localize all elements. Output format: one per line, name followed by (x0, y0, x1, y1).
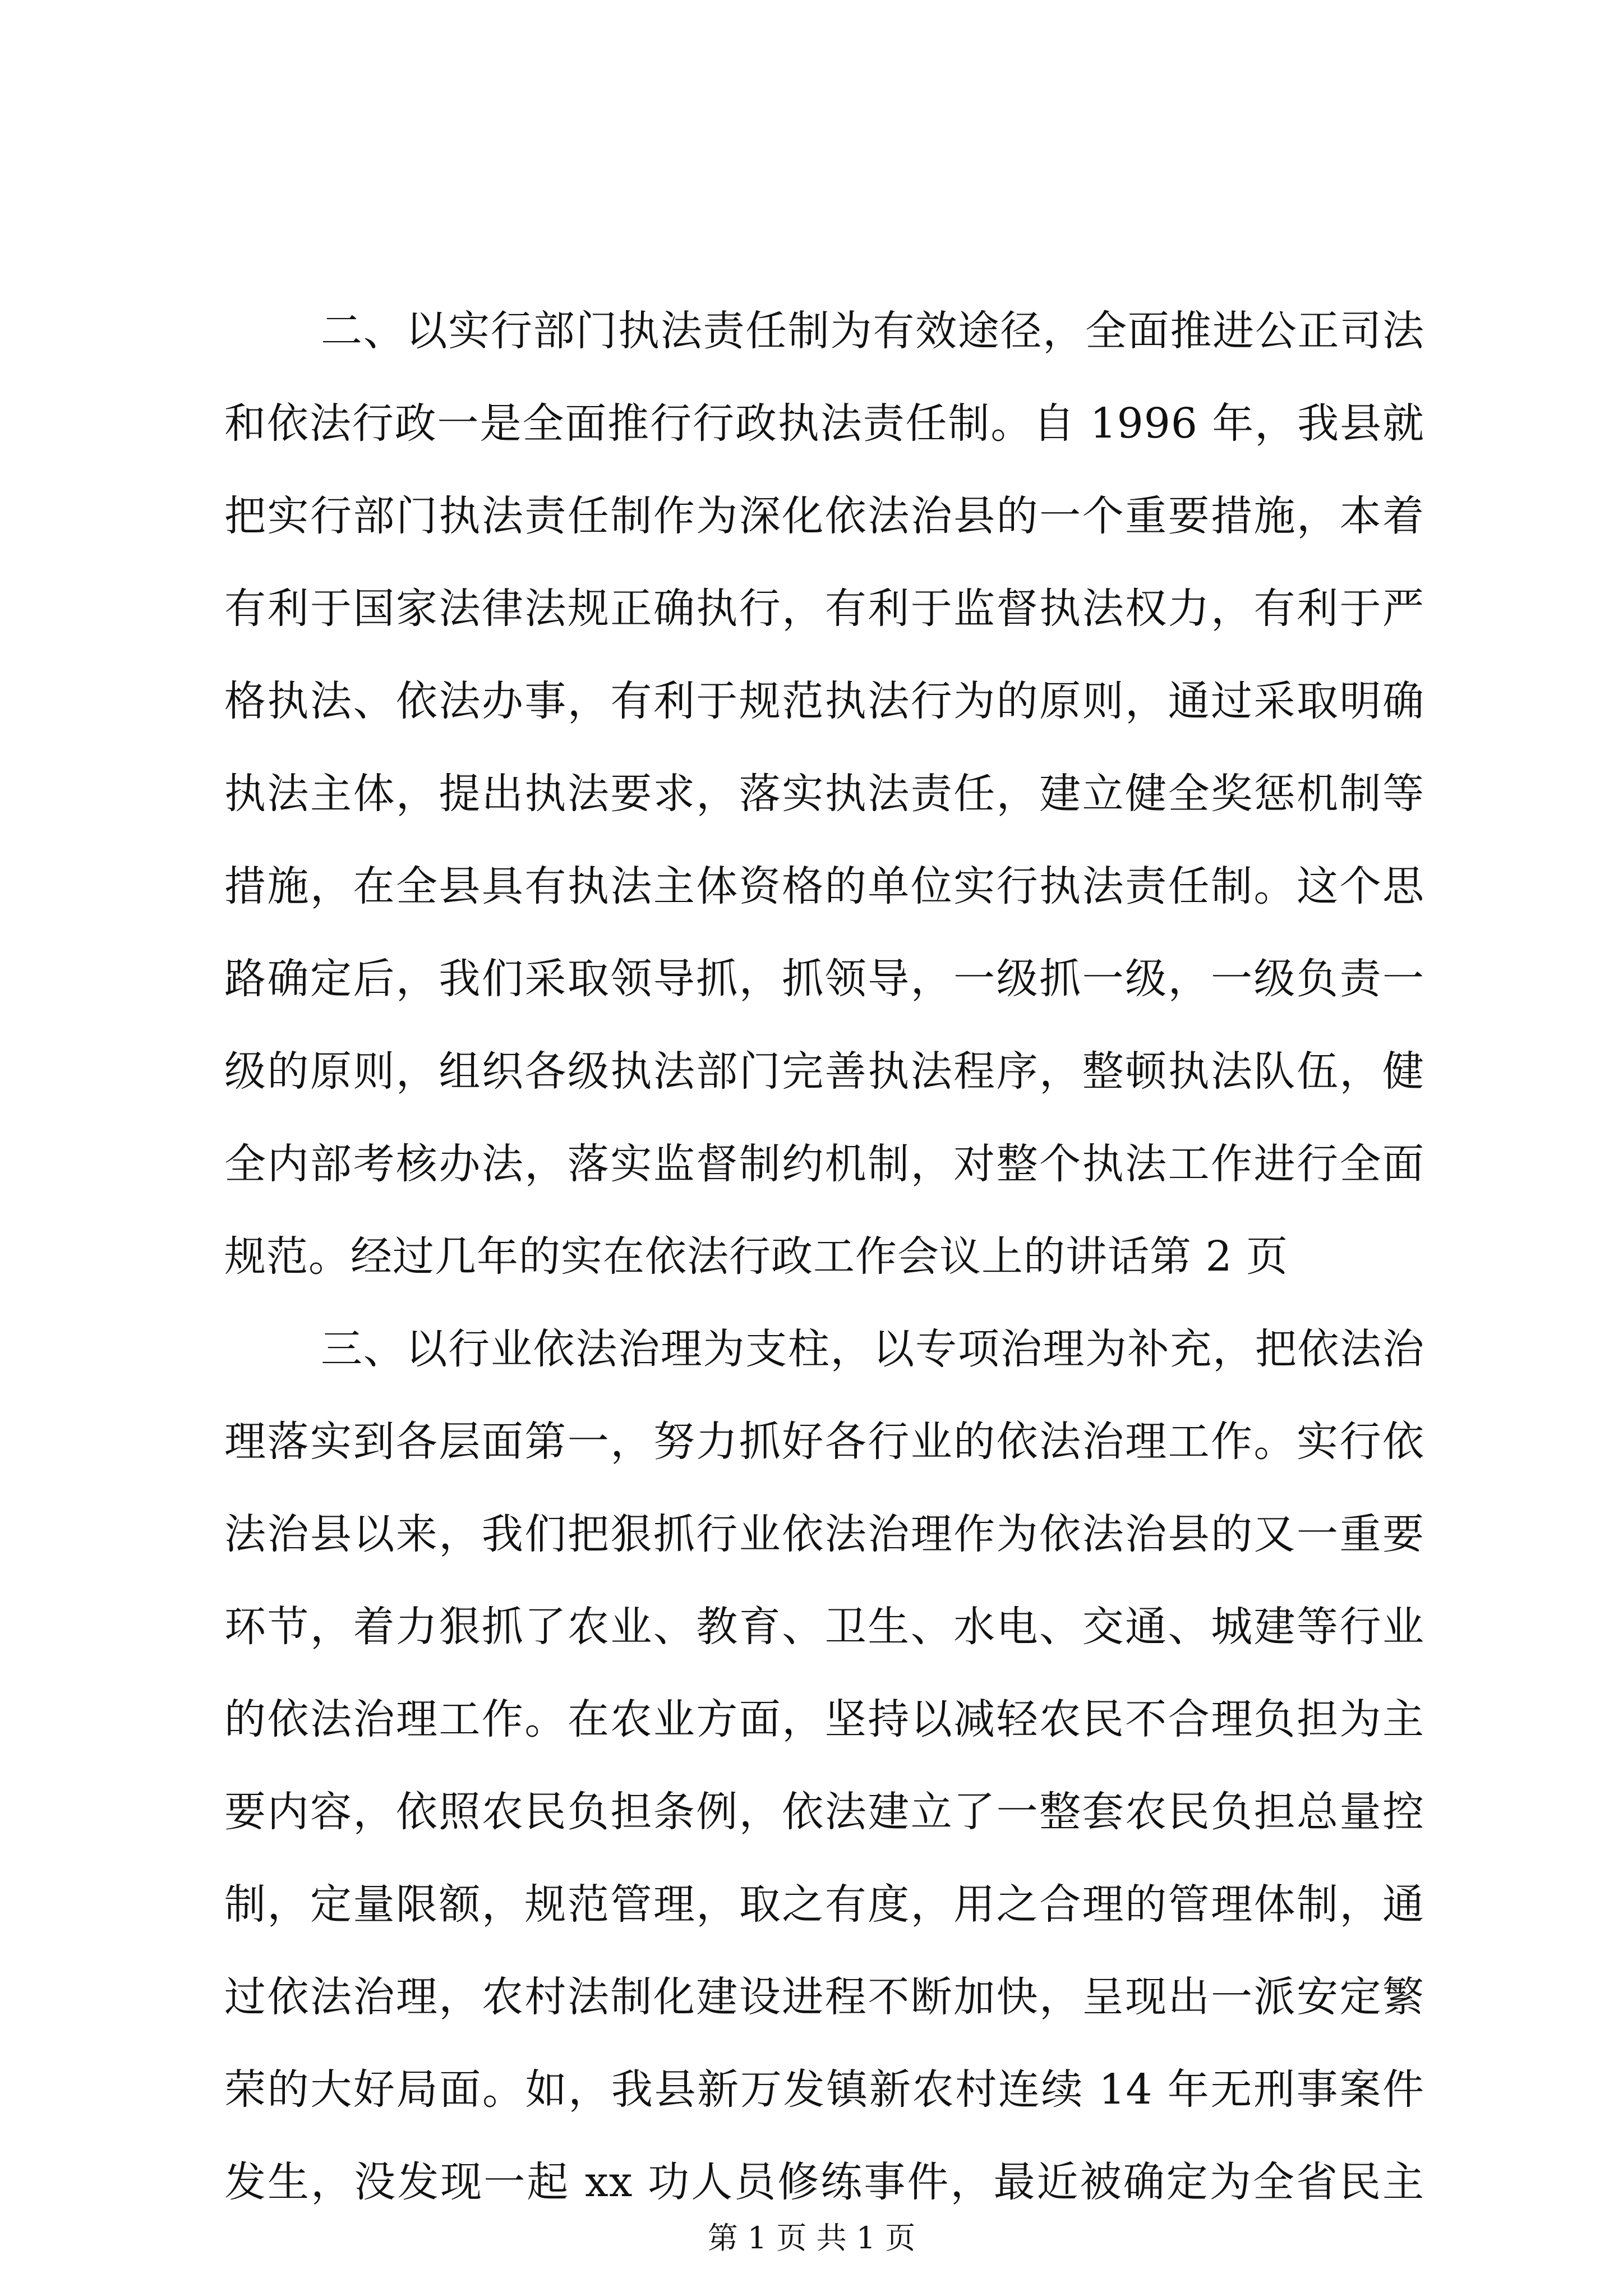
text-line: 措施，在全县具有执法主体资格的单位实行执法责任制。这个思 (224, 862, 1424, 910)
page-footer: 第 1 页 共 1 页 (707, 2220, 916, 2256)
text-line: 有利于国家法律法规正确执行，有利于监督执法权力，有利于严 (224, 585, 1424, 633)
text-line: 全内部考核办法，落实监督制约机制，对整个执法工作进行全面 (224, 1140, 1424, 1188)
text-line: 制，定量限额，规范管理，取之有度，用之合理的管理体制，通 (224, 1880, 1424, 1929)
text-line: 环节，着力狠抓了农业、教育、卫生、水电、交通、城建等行业 (224, 1603, 1424, 1651)
text-line: 级的原则，组织各级执法部门完善执法程序，整顿执法队伍，健 (224, 1047, 1424, 1096)
text-line: 理落实到各层面第一，努力抓好各行业的依法治理工作。实行依 (224, 1418, 1424, 1466)
text-line: 把实行部门执法责任制作为深化依法治县的一个重要措施，本着 (224, 492, 1424, 540)
text-line: 过依法治理，农村法制化建设进程不断加快，呈现出一派安定繁 (224, 1973, 1424, 2021)
text-line: 要内容，依照农民负担条例，依法建立了一整套农民负担总量控 (224, 1788, 1424, 1836)
text-line: 路确定后，我们采取领导抓，抓领导，一级抓一级，一级负责一 (224, 955, 1424, 1003)
text-line: 三、以行业依法治理为支柱，以专项治理为补充，把依法治 (321, 1325, 1424, 1373)
text-line: 发生，没发现一起 xx 功人员修练事件，最近被确定为全省民主 (224, 2158, 1424, 2206)
text-line: 格执法、依法办事，有利于规范执法行为的原则，通过采取明确 (224, 677, 1424, 725)
text-line: 二、以实行部门执法责任制为有效途径，全面推进公正司法 (321, 307, 1424, 355)
text-line: 法治县以来，我们把狠抓行业依法治理作为依法治县的又一重要 (224, 1510, 1424, 1558)
text-line: 规范。经过几年的实在依法行政工作会议上的讲话第 2 页 (224, 1232, 1289, 1281)
text-line: 执法主体，提出执法要求，落实执法责任，建立健全奖惩机制等 (224, 770, 1424, 818)
text-line: 荣的大好局面。如，我县新万发镇新农村连续 14 年无刑事案件 (224, 2065, 1424, 2114)
text-line: 的依法治理工作。在农业方面，坚持以减轻农民不合理负担为主 (224, 1695, 1424, 1743)
text-line: 和依法行政一是全面推行行政执法责任制。自 1996 年，我县就 (224, 399, 1424, 448)
